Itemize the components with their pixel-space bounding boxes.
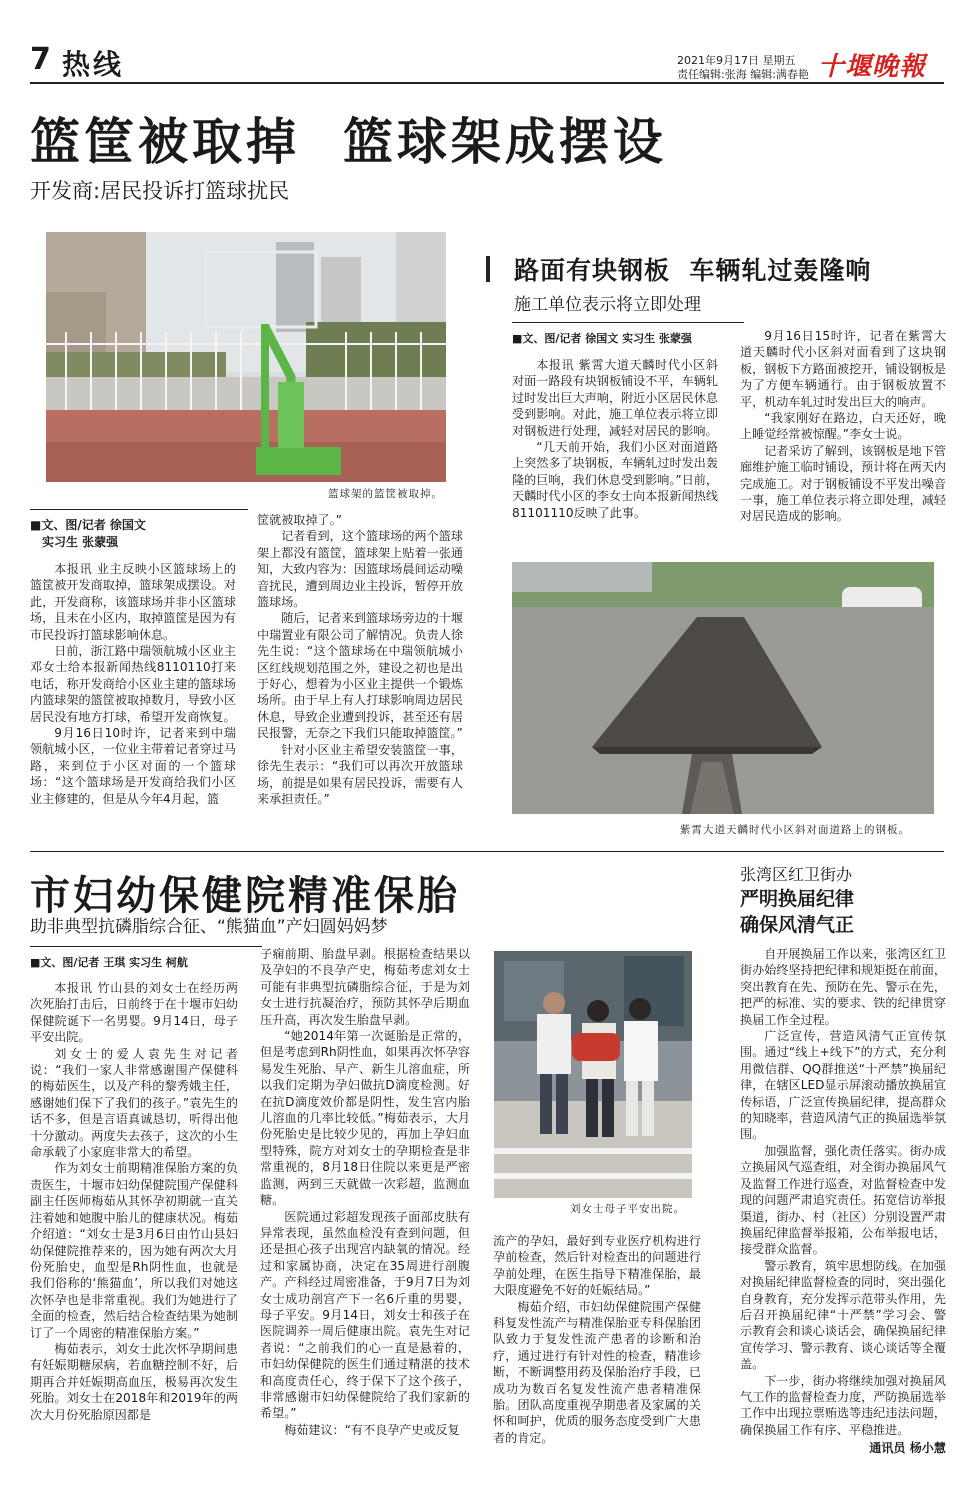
story2-col2-para: “我家刚好在路边，白天还好，晚上睡觉经常被惊醒。”李女士说。: [740, 411, 946, 442]
story3-column-2: [260, 946, 470, 1438]
story4-column: [740, 946, 946, 1457]
story1-col2-para: 记者看到，这个篮球场的两个篮球架上都没有篮筐，篮球架上贴着一张通知，大致内容为：因篮球场晨间运动噪音扰民，遭到周边业主投诉，暂停开放篮球场。: [257, 529, 463, 610]
story3-subhead: 助非典型抗磷脂综合征、“熊猫血”产妇圆妈妈梦: [30, 917, 388, 937]
story1-column-2: [257, 512, 463, 807]
story1-byline-rule: [30, 509, 248, 510]
story3-headline: 市妇幼保健院精准保胎: [30, 872, 460, 919]
story2-column-2: [740, 328, 946, 525]
story3-byline-rule: [30, 946, 262, 947]
page-header: [0, 0, 974, 80]
story1-col2-para: 筐就被取掉了。”: [257, 513, 342, 527]
story2-column-1: [512, 357, 718, 521]
page-number: 7: [30, 42, 51, 77]
story1-subhead: 开发商:居民投诉打篮球扰民: [30, 179, 290, 203]
story3-col3-para: 梅茹介绍，市妇幼保健院围产保健科复发性流产与精准保胎亚专科保胎团队致力于复发性流产患者的诊断和治疗，通过进行有针对性的检查，精准诊断，不断调整用药及保胎治疗手段，已成功为数百名复发性流产患者精准保胎。团队高度重视孕期患者及家属的关怀和呵护，优质的服务态度受到广大患者的肯定。: [493, 1299, 701, 1445]
story1-headline: 篮筐被取掉 篮球架成摆设: [30, 112, 667, 171]
header-rule: [30, 82, 944, 84]
steel-plate-illustration: [512, 562, 934, 814]
story3-col3-para: 流产的孕妇，最好到专业医疗机构进行孕前检查，然后针对检查出的问题进行孕前处理，在医生指导下精准保胎，最大限度避免不好的妊娠结局。”: [493, 1234, 701, 1298]
story4-para: 下一步，街办将继续加强对换届风气工作的监督检查力度，严防换届选举工作中出现拉票贿选等违纪违法问题，确保换届工作有序、平稳推进。: [740, 1373, 946, 1437]
story2-photo-caption: 紫霄大道天麟时代小区斜对面道路上的钢板。: [680, 824, 910, 836]
story4-signoff: 通讯员 杨小慧: [869, 1441, 946, 1456]
story1-byline: [30, 517, 250, 551]
story1-column-1: [30, 561, 236, 807]
story4-kicker: 张湾区红卫街办: [740, 865, 853, 884]
story3-col1-para: 梅茹表示，刘女士此次怀孕期间患有妊娠期糖尿病，若血糖控制不好，后期再合并妊娠期高血压，极易再次发生死胎。刘女士在2018年和2019年的两次大月份死胎原因都是: [30, 1341, 238, 1422]
story4-para: 加强监督，强化责任落实。街办成立换届风气巡查组，对全街办换届风气及监督工作进行巡查，对监督检查中发现的问题严肃追究责任。拓宽信访举报渠道，街办、村（社区）分别设置严肃换届纪律监督举报箱，公布举报电话，接受群众监督。: [740, 1143, 946, 1257]
story2-col1-para: “几天前开始，我们小区对面道路上突然多了块钢板，车辆轧过时发出轰隆的巨响，我们休息受到影响。”日前，天麟时代小区的李女士向本报新闻热线81101110反映了此事。: [512, 440, 718, 520]
family-discharge-illustration: [494, 951, 692, 1198]
story3-col2-para: “她2014年第一次诞胎是正常的，但是考虑到Rh阴性血，如果再次怀孕容易发生死胎、早产、新生儿溶血症，所以我们定期为孕妇做抗D滴度检测。好在抗D滴度效价都是阴性，发生宫内胎儿溶血的几率比较低。”梅茹表示，大月份死胎史是比较少见的，再加上孕妇血型特殊，院方对刘女士的孕期检查是非常重视的，8月18日住院以来更是严密监测，两到三天就做一次彩超，监测血糖。: [260, 1029, 470, 1208]
basketball-court-photo: [46, 232, 446, 482]
story3-column-3: [493, 1233, 701, 1446]
story1-col1-para: 本报讯 业主反映小区篮球场上的篮筐被开发商取掉，篮球架成摆设。对此，开发商称，该篮球场并非小区篮球场，且未在小区内，取掉篮筐是因为有市民投诉打篮球影响休息。: [30, 562, 236, 642]
story1-col2-para: 针对小区业主希望安装篮筐一事，徐先生表示：“我们可以再次开放篮球场，前提是如果有居民投诉，需要有人来承担责任。”: [257, 742, 463, 806]
story2-col1-para: 本报讯 紫霄大道天麟时代小区斜对面一路段有块钢板铺设不平，车辆轧过时发出巨大声响，附近小区居民休息受到影响。对此，施工单位表示将立即对钢板进行处理，减轻对居民的影响。: [512, 358, 718, 438]
story3-col2-para: 梅茹建议：“有不良孕产史或反复: [284, 1422, 460, 1437]
newspaper-logo: 十堰晚報: [818, 52, 927, 82]
story2-col2-para: 记者采访了解到，该钢板是地下管廊维护施工临时铺设，预计将在两天内完成施工。对于钢板铺设不平发出噪音一事，施工单位表示将立即处理，减轻对居民造成的影响。: [740, 443, 946, 524]
story1-col1-para: 9月16日10时许，记者来到中瑞领航城小区，一位业主带着记者穿过马路，来到位于小区对面的一个篮球场：“这个篮球场是开发商给我们小区业主修建的，但是从今年4月起，篮: [30, 726, 236, 806]
section-name: 热线: [62, 48, 125, 81]
story3-column-1: [30, 980, 238, 1423]
story2-headline: 路面有块钢板 车辆轧过轰隆响: [514, 256, 872, 285]
story3-col1-para: 刘女士的爱人袁先生对记者说：“我们一家人非常感谢围产保健科的梅茹医生，以及产科的黎秀娥主任，感谢她们保下了我们的孩子。”袁先生的话不多，但是言语真诚恳切，听得出他十分激动。两度失去孩子，这次的小生命承载了小家庭非常大的希望。: [30, 1046, 238, 1160]
steel-plate-photo: [512, 562, 934, 814]
story2-byline-rule: [512, 322, 744, 323]
editor-credits: 责任编辑:张海 编辑:满春艳: [677, 68, 809, 81]
middle-section-rule: [30, 851, 944, 852]
story4-para: 自开展换届工作以来，张湾区红卫街办始终坚持把纪律和规矩挺在前面，突出教育在先、预防在先、警示在先，把严的标准、实的要求、铁的纪律贯穿换届工作全过程。: [740, 947, 946, 1027]
mother-child-photo: [494, 951, 692, 1198]
story2-col2-para: 9月16日15时许，记者在紫霄大道天麟时代小区斜对面看到了这块钢板，钢板下方路面被挖开，铺设钢板是为了方便车辆通行。由于钢板放置不平，机动车轧过时发出巨大的响声。: [740, 329, 946, 409]
story1-byline-reporter: ■文、图/记者 徐国文: [30, 518, 146, 532]
story1-photo-caption: 篮球架的篮筐被取掉。: [328, 488, 443, 500]
basketball-court-illustration: [46, 232, 446, 482]
story1-col1-para: 日前，浙江路中瑞领航城小区业主邓女士给本报新闻热线8110110打来电话，称开发商给小区业主建的篮球场内篮球架的篮筐被取掉数月，导致小区居民没有地方打球，希望开发商恢复。: [30, 644, 236, 724]
story1-byline-intern: 实习生 张蒙强: [42, 535, 119, 549]
story4-headline-line2: 确保风清气正: [740, 914, 855, 936]
issue-date: 2021年9月17日 星期五: [677, 54, 796, 67]
story4-para: 广泛宣传，营造风清气正宣传氛围。通过“线上+线下”的方式，充分利用微信群、QQ群推送“十严禁”换届纪律，在辖区LED显示屏滚动播放换届宣传标语，广泛宣传换届纪律，提高群众的知晓率，营造风清气正的换届选举氛围。: [740, 1029, 946, 1142]
story4-headline-line1: 严明换届纪律: [740, 888, 855, 910]
story3-col1-para: 作为刘女士前期精准保胎方案的负责医生，十堰市妇幼保健院围产保健科副主任医师梅茹从其怀孕初期就一直关注着她和她腹中胎儿的健康状况。梅茹介绍道：“刘女士是3月6日由竹山县妇幼保健院推荐来的，因为她有两次大月份死胎史，血型是Rh阴性血，也就是我们俗称的‘熊猫血’，所以我们对她这次怀孕也是非常重视。我们为她进行了全面的检查，然后结合检查结果为她制订了一个周密的精准保胎方案。”: [30, 1161, 238, 1340]
story3-col2-para: 医院通过彩超发现孩子面部皮肤有异常表现，虽然血检没有查到问题，但还是担心孩子出现宫内缺氧的情况。经过和家属协商，决定在35周进行剖腹产。产科经过周密准备，于9月7日为刘女士成功剖宫产下一名6斤重的男婴，母子平安。9月14日，刘女士和孩子在医院调养一周后健康出院。袁先生对记者说：“之前我们的心一直是悬着的，市妇幼保健院的医生们通过精湛的技术和高度责任心，终于保下了这个孩子，非常感谢市妇幼保健院给了我们家新的希望。”: [260, 1209, 470, 1421]
story3-col1-para: 本报讯 竹山县的刘女士在经历两次死胎打击后，日前终于在十堰市妇幼保健院诞下一名男婴。9月14日，母子平安出院。: [30, 981, 238, 1045]
story4-para: 警示教育，筑牢思想防线。在加强对换届纪律监督检查的同时，突出强化自身教育，充分发挥示范带头作用，先后召开换届纪律“十严禁”学习会、警示教育会和谈心谈话会，确保换届纪律宣传学习、警示教育、谈心谈话等全覆盖。: [740, 1258, 946, 1372]
story3-byline: ■文、图/记者 王琪 实习生 柯航: [30, 956, 188, 969]
story2-subhead: 施工单位表示将立即处理: [514, 295, 701, 315]
story2-byline: ■文、图/记者 徐国文 实习生 张蒙强: [512, 332, 692, 345]
story1-col2-para: 随后，记者来到篮球场旁边的十堰中瑞置业有限公司了解情况。负责人徐先生说：“这个篮球场在中瑞领航城小区红线规划范围之外，建设之初也是出于好心，想着为小区业主提供一个锻炼场所。由于早上有人打球影响周边居民休息，导致企业遭到投诉，甚至还有居民报警，无奈之下我们只能取掉篮筐。”: [257, 611, 463, 741]
story3-col2-para: 子痫前期、胎盘早剥。根据检查结果以及孕妇的不良孕产史，梅茹考虑刘女士可能有非典型抗磷脂综合征，于是为刘女士进行抗凝治疗，预防其怀孕后期血压升高，再次发生胎盘早剥。: [260, 947, 470, 1027]
story3-photo-caption: 刘女士母子平安出院。: [570, 1203, 685, 1215]
story2-headline-bar: [486, 256, 490, 282]
